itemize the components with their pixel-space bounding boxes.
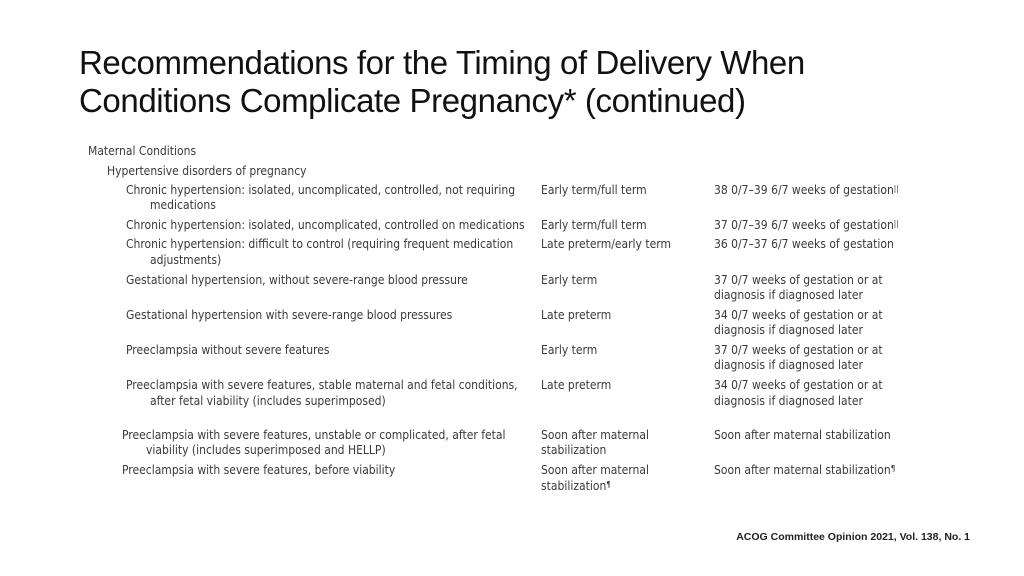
table-row-7-condition-line-1: Preeclampsia with severe features, unstable or complicated, after fetal: [122, 428, 506, 442]
table-row-2-condition-line-1: Chronic hypertension: difficult to control (requiring frequent medication: [126, 237, 514, 251]
table-row-7-gestation: Soon after maternal stabilization: [714, 428, 891, 442]
table-row-2-gestation: 36 0/7–37 6/7 weeks of gestation: [714, 237, 894, 251]
section-heading: Maternal Conditions: [88, 144, 197, 158]
table-row-3-gestation-line-1: 37 0/7 weeks of gestation or at: [714, 273, 883, 287]
table-row-6-gestation-line-2: diagnosis if diagnosed later: [714, 394, 863, 408]
table-row-4-timing: Late preterm: [541, 308, 612, 322]
table-row-4-gestation-line-2: diagnosis if diagnosed later: [714, 323, 863, 337]
table-row-1-gestation: 37 0/7–39 6/7 weeks of gestation||: [714, 218, 899, 232]
table-row-5-condition: Preeclampsia without severe features: [126, 343, 330, 357]
table-row-7-timing-line-2: stabilization: [541, 443, 607, 457]
table-row-2-timing: Late preterm/early term: [541, 237, 671, 251]
footnote-mark: ¶: [890, 464, 896, 473]
table-row-3-timing: Early term: [541, 273, 598, 287]
table-row-4-condition: Gestational hypertension with severe-range blood pressures: [126, 308, 453, 322]
table-row-0-gestation: 38 0/7–39 6/7 weeks of gestation||: [714, 183, 899, 197]
table-row-6-timing: Late preterm: [541, 378, 612, 392]
table-row-5-gestation-line-2: diagnosis if diagnosed later: [714, 358, 863, 372]
table-row-3-gestation-line-2: diagnosis if diagnosed later: [714, 288, 863, 302]
citation-footer: ACOG Committee Opinion 2021, Vol. 138, No. 1: [736, 531, 970, 543]
table-row-8-condition: Preeclampsia with severe features, before viability: [122, 463, 396, 477]
table-row-1-timing: Early term/full term: [541, 218, 647, 232]
table-row-5-gestation-line-1: 37 0/7 weeks of gestation or at: [714, 343, 883, 357]
table-row-0-condition-line-1: Chronic hypertension: isolated, uncomplicated, controlled, not requiring: [126, 183, 516, 197]
table-row-7-timing-line-1: Soon after maternal: [541, 428, 649, 442]
table-row-4-gestation-line-1: 34 0/7 weeks of gestation or at: [714, 308, 883, 322]
footnote-mark: ¶: [606, 480, 611, 489]
table-row-3-condition: Gestational hypertension, without severe-range blood pressure: [126, 273, 468, 287]
table-row-5-timing: Early term: [541, 343, 598, 357]
footnote-mark: ||: [893, 184, 899, 193]
subsection-heading: Hypertensive disorders of pregnancy: [107, 164, 307, 178]
footnote-mark: ||: [893, 219, 899, 228]
table-row-0-condition-line-2: medications: [150, 198, 216, 212]
table-row-8-gestation: Soon after maternal stabilization¶: [714, 463, 896, 477]
table-row-6-condition-line-1: Preeclampsia with severe features, stable maternal and fetal conditions,: [126, 378, 518, 392]
slide-title-line-2: Conditions Complicate Pregnancy* (continued): [79, 82, 746, 119]
table-row-0-timing: Early term/full term: [541, 183, 647, 197]
table-row-6-condition-line-2: after fetal viability (includes superimposed): [150, 394, 386, 408]
slide-title-line-1: Recommendations for the Timing of Delivery When: [79, 44, 805, 81]
table-row-8-timing-line-1: Soon after maternal: [541, 463, 649, 477]
table-row-6-gestation-line-1: 34 0/7 weeks of gestation or at: [714, 378, 883, 392]
table-row-7-condition-line-2: viability (includes superimposed and HELLP): [146, 443, 386, 457]
table-row-2-condition-line-2: adjustments): [150, 253, 222, 267]
table-row-8-timing-line-2: stabilization¶: [541, 479, 611, 493]
table-row-1-condition: Chronic hypertension: isolated, uncomplicated, controlled on medications: [126, 218, 525, 232]
